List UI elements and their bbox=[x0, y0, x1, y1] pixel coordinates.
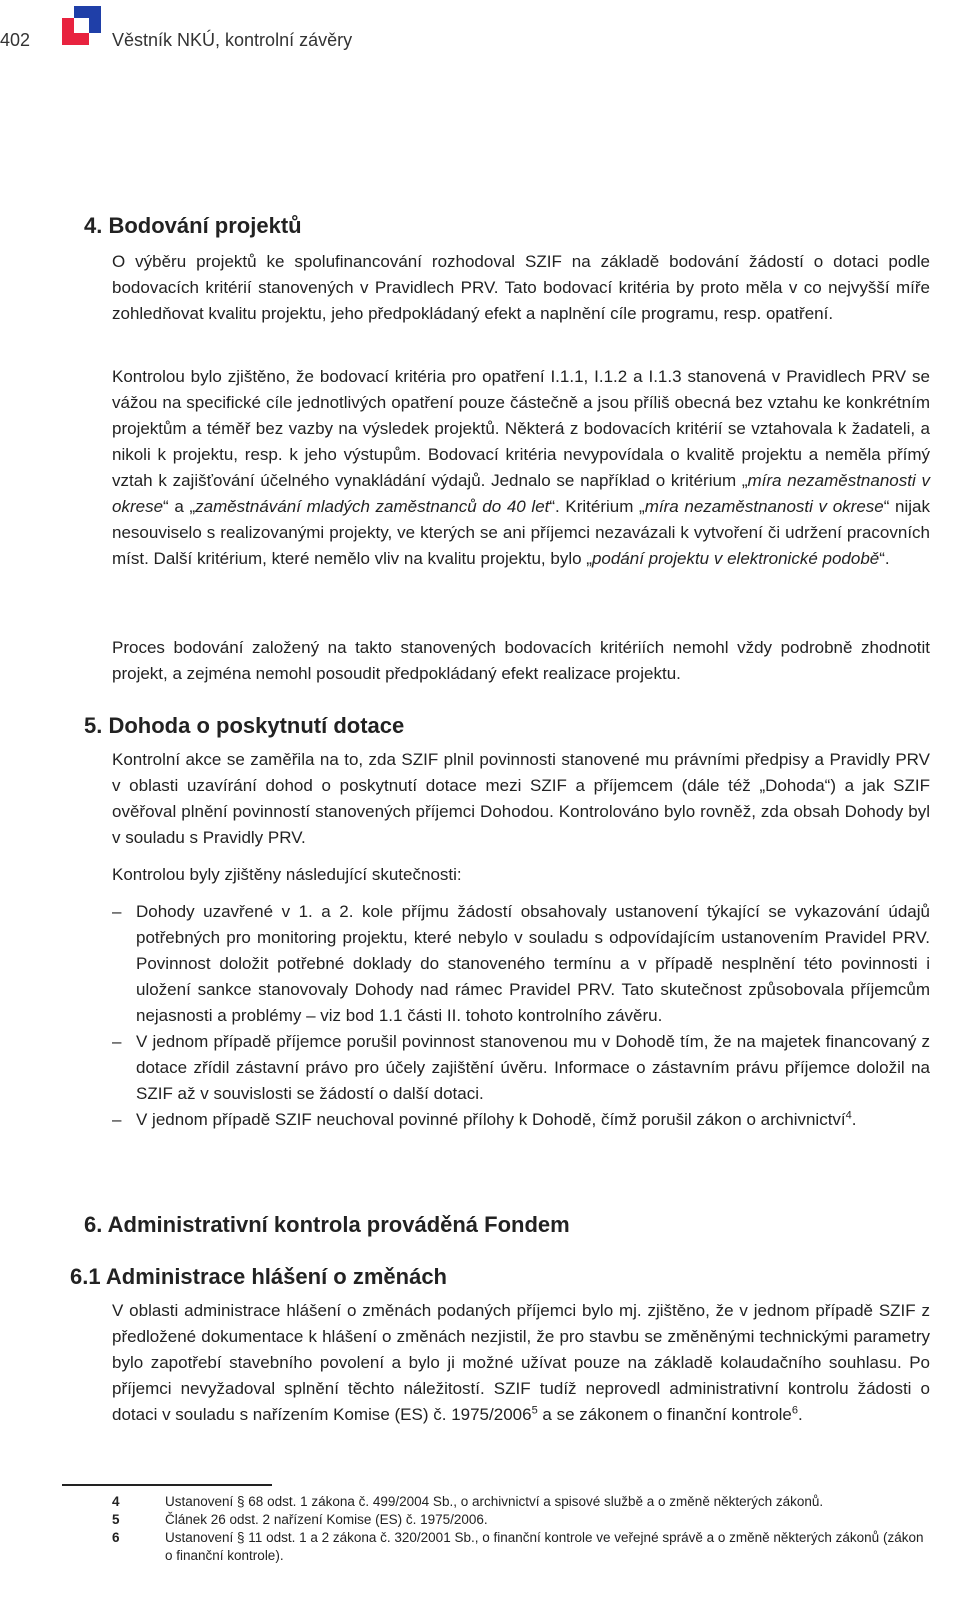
section-6-heading: 6. Administrativní kontrola prováděná Fondem bbox=[84, 1212, 570, 1237]
list-item-text: Dohody uzavřené v 1. a 2. kole příjmu žádostí obsahovaly ustanovení týkající se vykazování údajů potřebných pro monitoring projektu, které nebylo v souladu s odpovídajícím ustanovením Pravidel PRV. Povinnost doložit potřebné doklady do stanoveného termínu a v případě nesplnění této povinnosti i uložení sankce stanovovaly Dohody nad rámec Pravidel PRV. Tato skutečnost způsobovala příjemcům nejasnosti a problémy – viz bod 1.1 části II. tohoto kontrolního závěru. bbox=[136, 902, 930, 1025]
page-number: 402 bbox=[0, 30, 31, 50]
section-4-heading: 4. Bodování projektů bbox=[84, 213, 302, 238]
p2-text-d: “ nijak nesouviselo s realizovanými projekty, ve kterých se ani příjemci nezavázali k vytvoření či udržení pracovních míst. Další kritérium, které nemělo vliv na kvalitu projektu, bylo „ bbox=[112, 497, 931, 568]
p2-italic-1: míra nezaměstnanosti v okrese bbox=[112, 471, 930, 516]
list-item-text: V jednom případě příjemce porušil povinnost stanovenou mu v Dohodě tím, že na majetek financovaný z dotace zřídil zástavní právo pro účely zajištění úvěru. Informace o zástavním právu příjemce doložil na SZIF až v souvislosti se žádostí o další dotaci. bbox=[136, 1032, 930, 1103]
running-title: Věstník NKÚ, kontrolní závěry bbox=[112, 30, 353, 50]
section-5-heading: 5. Dohoda o poskytnutí dotace bbox=[84, 713, 405, 738]
footnote-text: Ustanovení § 68 odst. 1 zákona č. 499/2004 Sb., o archivnictví a spisové službě a o změně některých zákonů. bbox=[165, 1494, 824, 1509]
p2-italic-4: podání projektu v elektronické podobě bbox=[591, 549, 880, 568]
p6-text-b: a se zákonem o finanční kontrole bbox=[537, 1405, 792, 1424]
section-6-1-paragraph bbox=[112, 1298, 930, 1428]
section-5-paragraph-1: Kontrolní akce se zaměřila na to, zda SZIF plnil povinnosti stanovené mu právními předpisy a Pravidly PRV v oblasti uzavírání dohod o poskytnutí dotace mezi SZIF a příjemcem (dále též „Dohoda“) a jak SZIF ověřoval plnění povinností stanovených příjemci Dohodou. Kontrolováno bylo rovněž, zda obsah Dohody byl v souladu s Pravidly PRV. bbox=[112, 750, 930, 847]
logo-gap bbox=[74, 18, 89, 33]
p6-text-c: . bbox=[798, 1405, 803, 1424]
p2-italic-2: zaměstnávání mladých zaměstnanců do 40 let bbox=[195, 497, 550, 516]
page-header bbox=[0, 0, 960, 70]
footnote-ref: 6 bbox=[791, 1404, 799, 1417]
p6-text-a: V oblasti administrace hlášení o změnách podaných příjemci bylo mj. zjištěno, že v jednom případě SZIF z předložené dokumentace k hlášení o změnách nezjistil, že pro stavbu se změněnými technickými parametry bylo zapotřebí stavebního povolení a bylo ji možné užívat pouze na základě kolaudačního souhlasu. Po příjemci nevyžadoval splnění těchto náležitostí. SZIF tudíž neprovedl administrativní kontrolu žádosti o dotaci v souladu s nařízením Komise (ES) č. 1975/2006 bbox=[112, 1301, 930, 1424]
footnote-ref: 5 bbox=[531, 1404, 538, 1417]
p2-text-c: “. Kritérium „ bbox=[549, 497, 645, 516]
footnote bbox=[112, 1511, 930, 1529]
nku-logo bbox=[62, 6, 102, 46]
footnote bbox=[112, 1493, 930, 1511]
footnote-number: 4 bbox=[112, 1494, 120, 1509]
list-item bbox=[112, 1029, 930, 1107]
p2-text-a: Kontrolou bylo zjištěno, že bodovací kritéria pro opatření I.1.1, I.1.2 a I.1.3 stanovená v Pravidlech PRV se vážou na specifické cíle jednotlivých opatření pouze částečně a jsou příliš obecná bez vztahu ke konkrétním projektům a téměř bez vazby na výsledek projektů. Některá z bodovacích kritérií se vztahovala k žadateli, a nikoli k projektu, resp. k jeho výstupům. Bodovací kritéria nevypovídala o kvalitě projektu a neměla přímý vztah k zajišťování účelného vynakládání výdajů. Jednalo se například o kritérium „ bbox=[112, 367, 930, 490]
footnote-number: 5 bbox=[112, 1512, 120, 1527]
footnote bbox=[112, 1529, 930, 1565]
section-4-paragraph-1: O výběru projektů ke spolufinancování rozhodoval SZIF na základě bodování žádostí o dotaci podle bodovacích kritérií stanovených v Pravidlech PRV. Tato bodovací kritéria by proto měla v co nejvyšší míře zohledňovat kvalitu projektu, jeho předpokládaný efekt a naplnění cíle programu, resp. opatření. bbox=[112, 252, 930, 323]
footnote-ref: 4 bbox=[845, 1109, 852, 1122]
list-item-text: V jednom případě SZIF neuchoval povinné přílohy k Dohodě, čímž porušil zákon o archivnictví bbox=[136, 1110, 846, 1129]
dash-bullet: – bbox=[112, 1110, 122, 1129]
footnotes bbox=[112, 1493, 930, 1565]
list-item-end: . bbox=[851, 1110, 857, 1129]
footnote-number: 6 bbox=[112, 1530, 120, 1545]
section-4-paragraph-3: Proces bodování založený na takto stanovených bodovacích kritériích nemohl vždy podrobně zhodnotit projekt, a zejména nemohl posoudit předpokládaný efekt realizace projektu. bbox=[112, 638, 930, 683]
footnote-divider bbox=[62, 1484, 272, 1486]
section-5-paragraph-2: Kontrolou byly zjištěny následující skutečnosti: bbox=[112, 865, 462, 884]
p2-text-e: “. bbox=[879, 549, 890, 568]
dash-bullet: – bbox=[112, 902, 122, 921]
list-item bbox=[112, 1107, 930, 1133]
section-6-1-heading: 6.1 Administrace hlášení o změnách bbox=[70, 1264, 447, 1289]
p2-italic-3: míra nezaměstnanosti v okrese bbox=[644, 497, 884, 516]
footnote-text: Článek 26 odst. 2 nařízení Komise (ES) č. 1975/2006. bbox=[165, 1512, 488, 1527]
section-4-paragraph-2 bbox=[112, 364, 930, 572]
dash-bullet: – bbox=[112, 1032, 122, 1051]
footnote-text: Ustanovení § 11 odst. 1 a 2 zákona č. 320/2001 Sb., o finanční kontrole ve veřejné správě a o změně některých zákonů (zákon o finanční kontrole). bbox=[165, 1530, 924, 1563]
list-item bbox=[112, 899, 930, 1029]
findings-list bbox=[112, 899, 930, 1133]
p2-text-b: “ a „ bbox=[163, 497, 196, 516]
